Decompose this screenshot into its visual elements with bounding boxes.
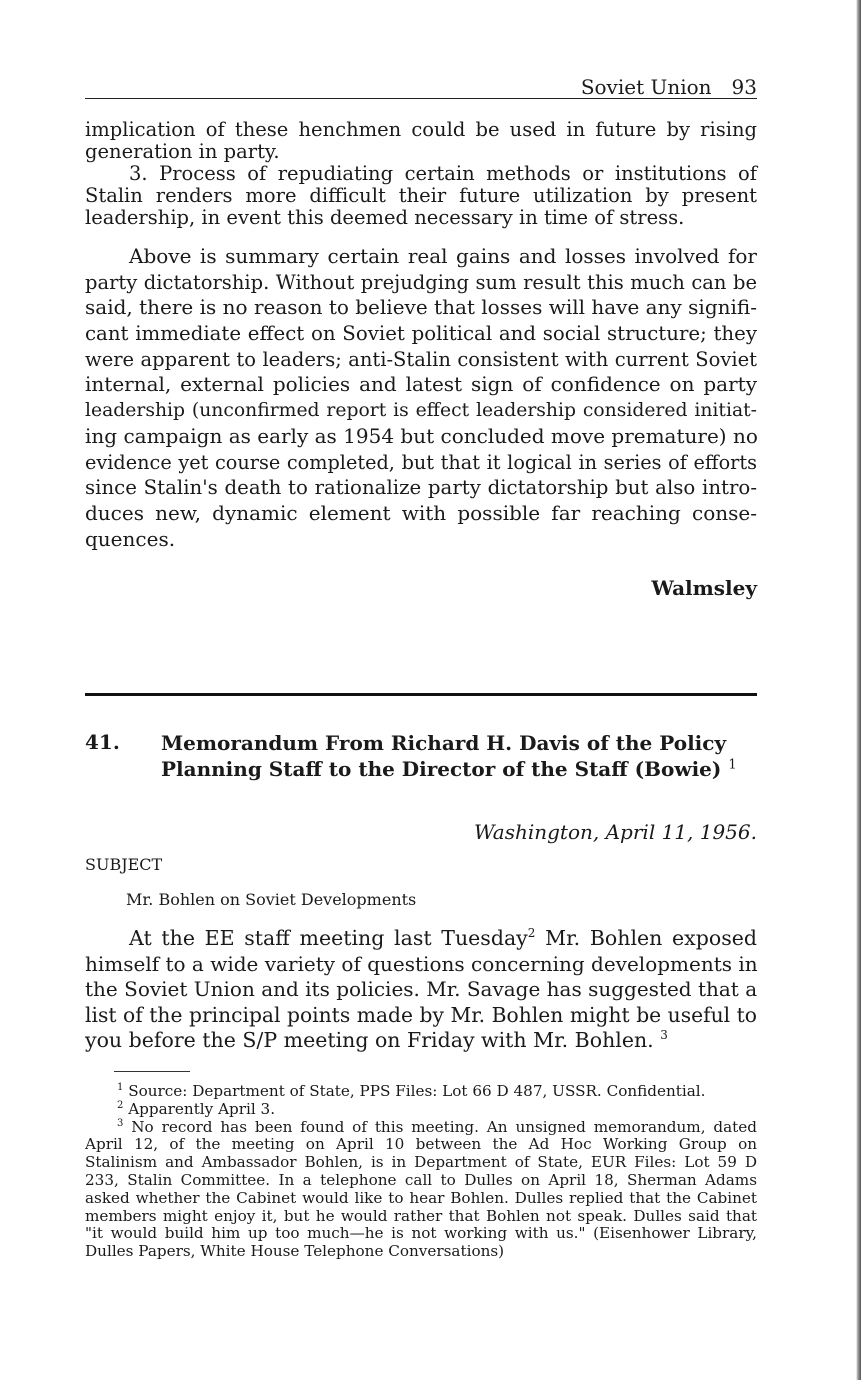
footnote-line: Stalinism and Ambassador Bohlen, is in Department of State, EUR Files: Lot 59 D (85, 1153, 757, 1172)
text-line: the Soviet Union and its policies. Mr. Savage has suggested that a (85, 977, 758, 1001)
footnote-3 (85, 1119, 757, 1137)
text-line: since Stalin's death to rationalize party dictatorship but also intro- (85, 476, 757, 500)
text-line (85, 1028, 757, 1054)
text-line: list of the principal points made by Mr. Bohlen might be useful to (85, 1002, 757, 1027)
footnote-ref: 3 (660, 1028, 668, 1043)
text-line: evidence yet course completed, but that it logical in series of efforts (85, 450, 757, 474)
title-line-2 (161, 756, 737, 782)
page-edge (856, 0, 861, 1380)
footnote-mark: 2 (117, 1099, 124, 1111)
footnote-line: asked whether the Cabinet would like to hear Bohlen. Dulles replied that the Cabinet (85, 1188, 757, 1207)
document-title (161, 730, 737, 782)
footnote-text: Source: Department of State, PPS Files: Lot 66 D 487, USSR. Confidential. (128, 1082, 706, 1100)
continuation-text (85, 119, 757, 229)
text-line: duces new, dynamic element with possible far reaching conse- (85, 500, 757, 525)
footnote-line: April 12, of the meeting on April 10 between the Ad Hoc Working Group on (85, 1135, 757, 1154)
footnote-ref: 2 (527, 926, 536, 941)
summary-paragraph (85, 244, 757, 552)
text-line: generation in party. (85, 140, 280, 163)
body-paragraph (85, 926, 757, 1054)
text-line: Above is summary certain real gains and losses involved for (129, 244, 757, 268)
page-number: 93 (731, 75, 757, 99)
running-header (85, 76, 757, 99)
dateline: Washington, April 11, 1956. (473, 820, 757, 844)
text-line: were apparent to leaders; anti-Stalin consistent with current Soviet (85, 347, 757, 371)
text-line: implication of these henchmen could be used in future by rising (85, 118, 757, 141)
subject-text: Mr. Bohlen on Soviet Developments (126, 890, 417, 909)
footnote-ref: 1 (728, 757, 737, 773)
footnote-line: "it would build him up too much—he is not working with us." (Eisenhower Library, (85, 1224, 757, 1243)
text-line: himself to a wide variety of questions concerning developments in (85, 951, 758, 976)
text-line: said, there is no reason to believe that losses will have any signifi- (85, 295, 757, 320)
text-span: you before the S/P meeting on Friday with Mr. Bohlen. (85, 1028, 654, 1052)
text-span: At the EE staff meeting last Tuesday (129, 926, 528, 950)
text-line: party dictatorship. Without prejudging sum result this much can be (85, 270, 757, 294)
text-line: 3. Process of repudiating certain methods or institutions of (129, 162, 757, 185)
text-line: ing campaign as early as 1954 but concluded move premature) no (85, 423, 758, 448)
title-line-2-text: Planning Staff to the Director of the Staff (Bowie) (161, 757, 722, 781)
footnote-text: No record has been found of this meeting. An unsigned memorandum, dated (131, 1117, 757, 1136)
text-line: leadership, in event this deemed necessary in time of stress. (85, 206, 685, 229)
text-line: Stalin renders more difficult their future utilization by present (85, 184, 757, 207)
signature: Walmsley (651, 576, 757, 600)
subject-label: SUBJECT (85, 855, 163, 874)
footnote-line: 233, Stalin Committee. In a telephone call to Dulles on April 18, Sherman Adams (85, 1170, 757, 1189)
text-line: internal, external policies and latest sign of confidence on party (85, 372, 757, 397)
footnote-mark: 3 (117, 1117, 124, 1129)
document-number: 41. (85, 730, 120, 754)
text-line: cant immediate effect on Soviet political and social structure; they (85, 322, 757, 346)
text-line: leadership (unconfirmed report is effect leadership considered initiat- (85, 400, 757, 422)
footnote-mark: 1 (117, 1081, 124, 1093)
footnote-2 (85, 1101, 757, 1119)
footnote-line: members might enjoy it, but he would rather that Bohlen not speak. Dulles said that (85, 1206, 757, 1225)
text-span: Mr. Bohlen exposed (545, 926, 757, 950)
header-title: Soviet Union (580, 75, 712, 99)
title-line-1: Memorandum From Richard H. Davis of the Policy (161, 731, 727, 755)
section-divider (85, 693, 757, 696)
footnote-1 (85, 1083, 757, 1101)
text-line (85, 926, 757, 952)
text-line: quences. (85, 526, 176, 551)
footnote-divider (114, 1071, 190, 1072)
footnote-line: Dulles Papers, White House Telephone Conversations) (85, 1242, 505, 1261)
footnote-text: Apparently April 3. (128, 1099, 276, 1118)
footnotes (85, 1083, 757, 1261)
